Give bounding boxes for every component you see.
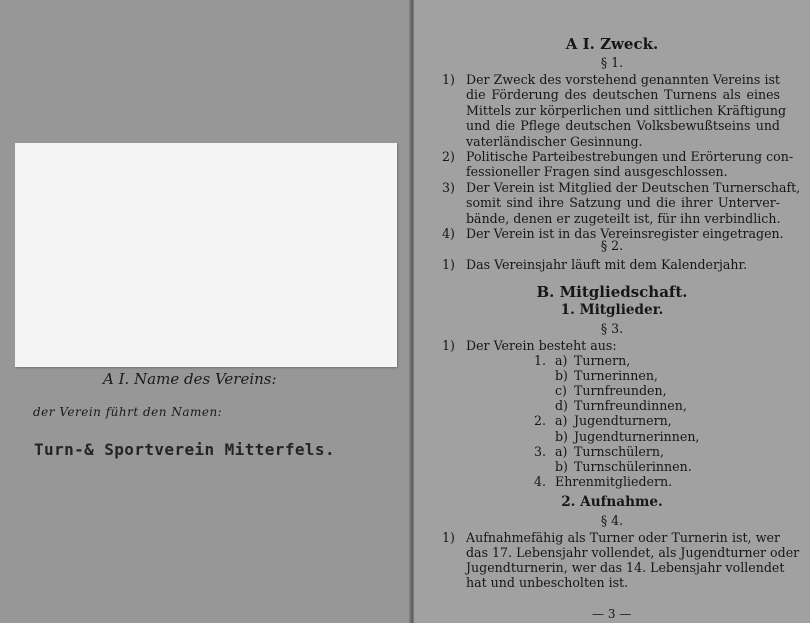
item-text-line: Jugendturnerin, wer das 14. Lebensjahr vollendet <box>466 560 785 575</box>
list-letter: c) <box>555 383 567 399</box>
paragraph-1-title: § 1. <box>600 55 624 70</box>
item-text-line: hat und unbescholten ist. <box>466 575 629 590</box>
item-text-line: fessioneller Fragen sind ausgeschlossen. <box>466 164 728 180</box>
item-text-line: Der Verein ist Mitglied der Deutschen Turnerschaft, <box>466 179 801 195</box>
subsection-1-title: 1. Mitglieder. <box>560 302 664 318</box>
section-b-title: B. Mitgliedschaft. <box>536 283 688 301</box>
page-number: — 3 — <box>592 607 632 621</box>
list-text: Jugendturnerinnen, <box>574 428 700 444</box>
paragraph-2-title: § 2. <box>600 238 624 253</box>
item-number: 1) <box>442 257 455 272</box>
item-text-line: Der Verein ist in das Vereinsregister eingetragen. <box>466 226 784 241</box>
item-number: 1) <box>442 530 455 545</box>
item-text-line: Politische Parteibestrebungen und Erörterung con- <box>466 149 794 164</box>
list-letter: a) <box>555 443 568 459</box>
list-number: 4. <box>534 473 547 489</box>
section-a-title: A I. Zweck. <box>565 35 659 53</box>
right-page <box>414 0 810 623</box>
list-text: Jugendturnern, <box>574 413 672 429</box>
list-text: Ehrenmitgliedern. <box>555 473 673 489</box>
item-number: 4) <box>442 226 455 241</box>
list-letter: a) <box>555 353 568 368</box>
item-text-line: die Förderung des deutschen Turnens als eines <box>466 87 780 103</box>
item-text-line: das 17. Lebensjahr vollendet, als Jugendturner oder <box>466 545 800 560</box>
list-text: Turnfreundinnen, <box>574 398 687 414</box>
handwritten-line: der Verein führt den Namen: <box>33 405 223 419</box>
item-number: 1) <box>442 338 455 353</box>
list-letter: b) <box>555 428 568 444</box>
list-text: Turnschülern, <box>574 443 664 459</box>
list-text: Turnfreunden, <box>574 383 667 399</box>
list-number: 3. <box>534 443 547 459</box>
item-text-line: somit sind ihre Satzung und die ihrer Unterver- <box>466 195 780 211</box>
item-text: Der Verein besteht aus: <box>466 338 617 353</box>
item-text-line: Das Vereinsjahr läuft mit dem Kalenderjahr. <box>466 257 748 272</box>
item-text-line: Mittels zur körperlichen und sittlichen Kräftigung <box>466 102 787 118</box>
item-number: 3) <box>442 179 455 195</box>
list-text: Turnerinnen, <box>574 368 658 384</box>
subsection-2-title: 2. Aufnahme. <box>561 494 663 510</box>
handwritten-heading: A I. Name des Vereins: <box>103 370 277 388</box>
pasted-blank-card <box>15 143 397 367</box>
list-letter: b) <box>555 368 568 384</box>
stamped-club-name: Turn-& Sportverein Mitterfels. <box>34 440 335 459</box>
list-number: 1. <box>534 353 547 368</box>
list-number: 2. <box>534 413 547 429</box>
paragraph-4-title: § 4. <box>600 513 624 528</box>
list-text: Turnern, <box>574 353 631 368</box>
item-number: 2) <box>442 149 455 164</box>
list-letter: a) <box>555 413 568 429</box>
list-letter: d) <box>555 398 568 414</box>
item-text-line: Aufnahmefähig als Turner oder Turnerin ist, wer <box>466 530 780 545</box>
item-text-line: vaterländischer Gesinnung. <box>466 133 643 149</box>
item-text-line: Der Zweck des vorstehend genannten Vereins ist <box>466 72 780 87</box>
item-number: 1) <box>442 72 455 87</box>
item-text-line: bände, denen er zugeteilt ist, für ihn verbindlich. <box>466 210 781 226</box>
list-text: Turnschülerinnen. <box>574 458 692 474</box>
item-text-line: und die Pflege deutschen Volksbewußtseins und <box>466 118 780 134</box>
list-letter: b) <box>555 458 568 474</box>
paragraph-3-title: § 3. <box>600 321 624 336</box>
